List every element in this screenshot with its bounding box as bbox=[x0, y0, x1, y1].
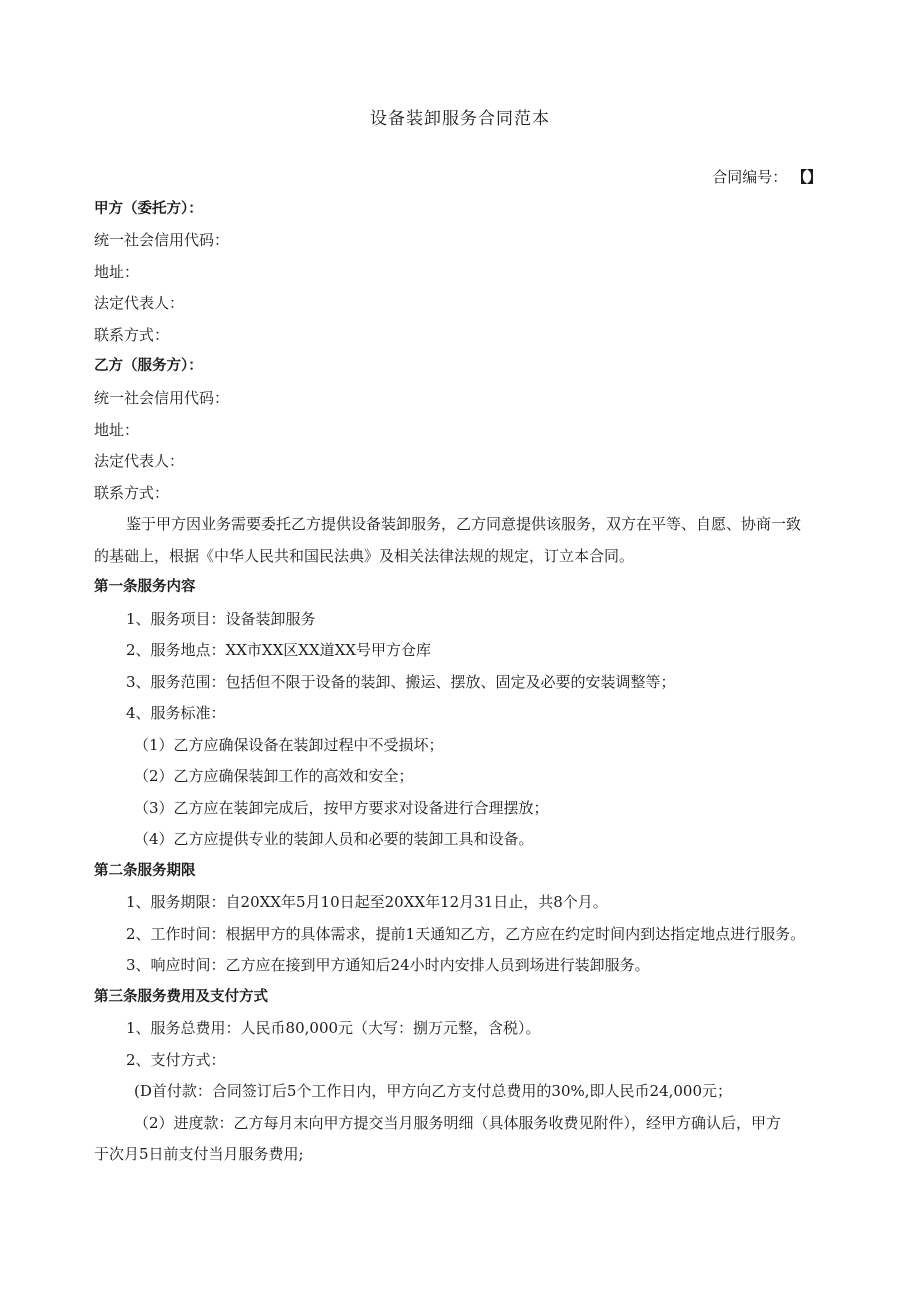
contract-number-label: 合同编号： bbox=[712, 168, 788, 186]
preamble-line-1: 鉴于甲方因业务需要委托乙方提供设备装卸服务，乙方同意提供该服务，双方在平等、自愿、协商一致 bbox=[126, 515, 802, 533]
payment-item: （2）进度款：乙方每月末向甲方提交当月服务明细（具体服务收费见附件），经甲方确认后，甲方 bbox=[134, 1114, 782, 1132]
party-a-address: 地址： bbox=[94, 263, 140, 281]
article-1-heading: 第一条服务内容 bbox=[94, 579, 196, 595]
party-a-credit-code: 统一社会信用代码： bbox=[94, 231, 230, 249]
article-3-heading: 第三条服务费用及支付方式 bbox=[94, 989, 268, 1005]
contract-number bbox=[712, 166, 822, 187]
article-1-item: 4、服务标准： bbox=[126, 704, 226, 722]
service-standard-item: （1）乙方应确保设备在装卸过程中不受损坏； bbox=[134, 736, 444, 754]
article-1-item: 2、服务地点：XX市XX区XX道XX号甲方仓库 bbox=[126, 641, 431, 659]
article-1-item: 3、服务范围：包括但不限于设备的装卸、搬运、摆放、固定及必要的安装调整等； bbox=[126, 673, 676, 691]
service-standard-item: （4）乙方应提供专业的装卸人员和必要的装卸工具和设备。 bbox=[134, 830, 534, 848]
article-3-item: 1、服务总费用：人民币80,000元（大写：捌万元整，含税）。 bbox=[126, 1019, 541, 1037]
article-1-item: 1、服务项目：设备装卸服务 bbox=[126, 610, 316, 628]
article-2-item: 2、工作时间：根据甲方的具体需求，提前1天通知乙方，乙方应在约定时间内到达指定地点进行服务。 bbox=[126, 925, 806, 943]
article-2-item: 1、服务期限：自20XX年5月10日起至20XX年12月31日止，共8个月。 bbox=[126, 893, 608, 911]
article-3-item: 2、支付方式： bbox=[126, 1051, 226, 1069]
contract-number-bracket: 【】 bbox=[791, 168, 822, 186]
article-2-heading: 第二条服务期限 bbox=[94, 863, 196, 879]
payment-item: (D首付款：合同签订后5个工作日内，甲方向乙方支付总费用的30%,即人民币24,000元； bbox=[134, 1082, 733, 1100]
payment-item-continued: 于次月5日前支付当月服务费用; bbox=[94, 1145, 304, 1163]
party-a-contact: 联系方式： bbox=[94, 326, 170, 344]
document-title: 设备装卸服务合同范本 bbox=[370, 109, 550, 129]
preamble-line-2: 的基础上，根据《中华人民共和国民法典》及相关法律法规的规定，订立本合同。 bbox=[94, 547, 635, 565]
party-b-contact: 联系方式： bbox=[94, 484, 170, 502]
party-a-legal-rep: 法定代表人： bbox=[94, 294, 185, 312]
party-b-credit-code: 统一社会信用代码： bbox=[94, 389, 230, 407]
party-b-legal-rep: 法定代表人： bbox=[94, 452, 185, 470]
party-b-address: 地址： bbox=[94, 421, 140, 439]
service-standard-item: （3）乙方应在装卸完成后，按甲方要求对设备进行合理摆放； bbox=[134, 799, 549, 817]
party-a-heading: 甲方（委托方）： bbox=[94, 201, 203, 217]
article-2-item: 3、响应时间：乙方应在接到甲方通知后24小时内安排人员到场进行装卸服务。 bbox=[126, 956, 650, 974]
service-standard-item: （2）乙方应确保装卸工作的高效和安全； bbox=[134, 767, 414, 785]
party-b-heading: 乙方（服务方）： bbox=[94, 358, 203, 374]
